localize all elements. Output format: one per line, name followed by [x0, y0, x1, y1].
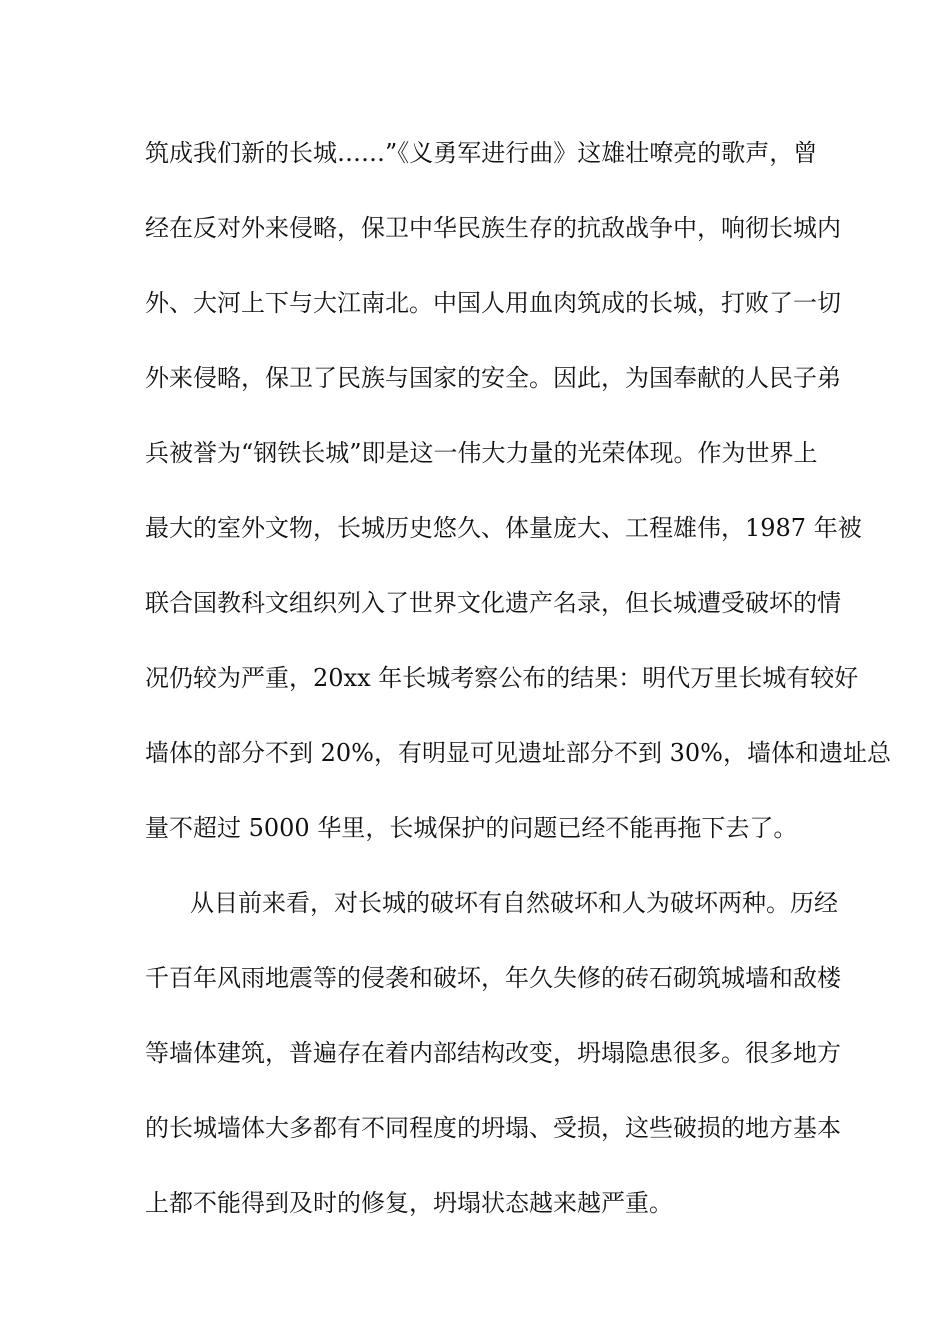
paragraph-line: 等墙体建筑，普遍存在着内部结构改变，坍塌隐患很多。很多地方 — [145, 1039, 841, 1067]
paragraph-line: 经在反对外来侵略，保卫中华民族生存的抗敌战争中，响彻长城内 — [145, 214, 841, 242]
paragraph-line: 的长城墙体大多都有不同程度的坍塌、受损，这些破损的地方基本 — [145, 1114, 841, 1142]
paragraph-line: 千百年风雨地震等的侵袭和破坏，年久失修的砖石砌筑城墙和敌楼 — [145, 964, 841, 992]
paragraph-line: 墙体的部分不到 20%，有明显可见遗址部分不到 30%，墙体和遗址总 — [145, 739, 891, 767]
paragraph-line: 兵被誉为“钢铁长城”即是这一伟大力量的光荣体现。作为世界上 — [145, 439, 818, 467]
paragraph-line: 上都不能得到及时的修复，坍塌状态越来越严重。 — [145, 1189, 673, 1217]
paragraph-line: 最大的室外文物，长城历史悠久、体量庞大、工程雄伟，1987 年被 — [145, 514, 862, 542]
paragraph-line: 联合国教科文组织列入了世界文化遗产名录，但长城遭受破坏的情 — [145, 589, 841, 617]
paragraph-line: 外来侵略，保卫了民族与国家的安全。因此，为国奉献的人民子弟 — [145, 364, 841, 392]
paragraph-2 — [145, 886, 841, 1261]
paragraph-line: 筑成我们新的长城……”《义勇军进行曲》这雄壮嘹亮的歌声，曾 — [145, 139, 818, 167]
paragraph-line: 况仍较为严重，20xx 年长城考察公布的结果：明代万里长城有较好 — [145, 664, 859, 692]
body-text — [145, 136, 891, 1261]
paragraph-line: 从目前来看，对长城的破坏有自然破坏和人为破坏两种。历经 — [190, 889, 838, 917]
paragraph-line: 外、大河上下与大江南北。中国人用血肉筑成的长城，打败了一切 — [145, 289, 841, 317]
paragraph-line: 量不超过 5000 华里，长城保护的问题已经不能再拖下去了。 — [145, 814, 798, 842]
paragraph-1 — [145, 136, 891, 886]
